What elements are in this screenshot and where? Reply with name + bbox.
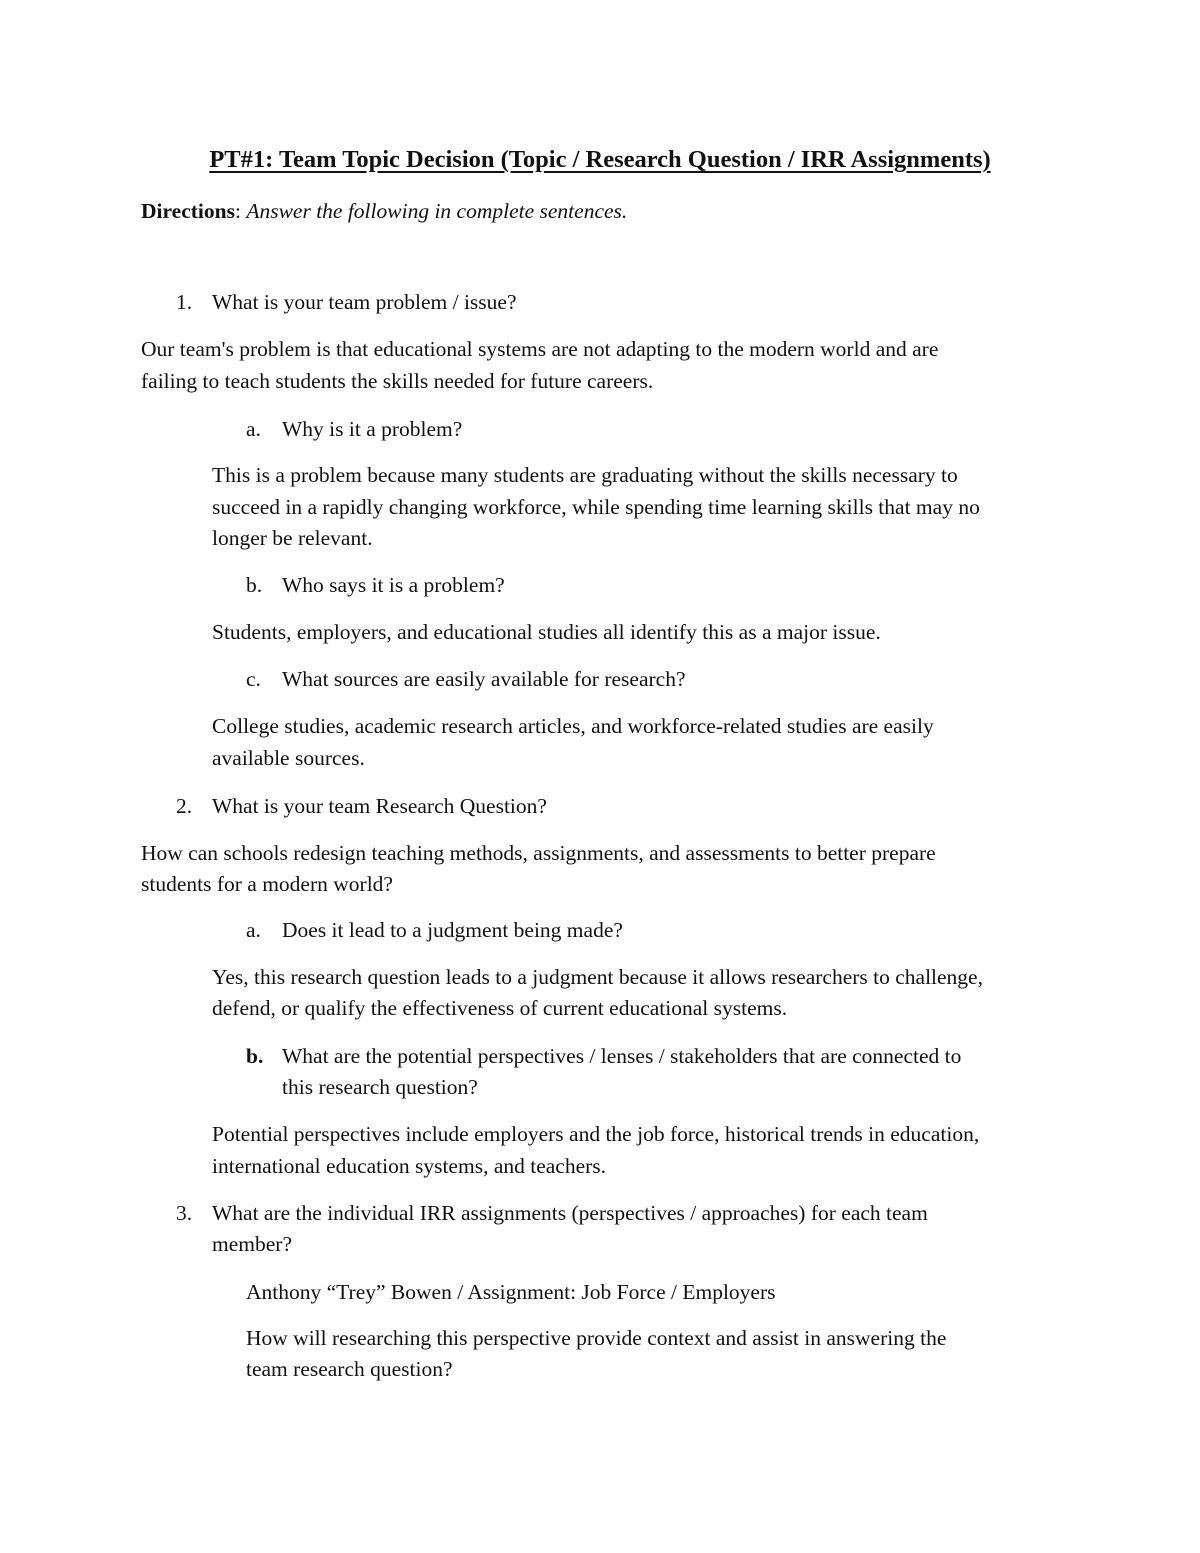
- q2b-question-line-2: this research question?: [282, 1075, 478, 1099]
- q1-question: What is your team problem / issue?: [212, 290, 517, 314]
- q3-followup-line-1: How will researching this perspective provide context and assist in answering the: [246, 1326, 947, 1350]
- q1a-answer-line-2: succeed in a rapidly changing workforce, while spending time learning skills that may no: [212, 495, 980, 519]
- q1a-question: Why is it a problem?: [282, 417, 463, 441]
- q3-question-line-2: member?: [212, 1232, 292, 1256]
- directions-colon: :: [234, 199, 241, 223]
- q1c-answer-line-2: available sources.: [212, 746, 365, 770]
- q1a-answer-line-3: longer be relevant.: [212, 526, 373, 550]
- q3-assignment: Anthony “Trey” Bowen / Assignment: Job Force / Employers: [246, 1280, 776, 1304]
- q2b-question-line-1: What are the potential perspectives / lenses / stakeholders that are connected to: [282, 1044, 962, 1068]
- q1b-answer-line-1: Students, employers, and educational studies all identify this as a major issue.: [212, 620, 881, 644]
- q2a-answer-line-2: defend, or qualify the effectiveness of current educational systems.: [212, 996, 788, 1020]
- q1-answer-line-1: Our team's problem is that educational systems are not adapting to the modern world and are: [141, 337, 939, 361]
- directions-label: Directions: [141, 199, 235, 223]
- q2-answer-line-2: students for a modern world?: [141, 872, 393, 896]
- q1a-letter: a.: [246, 417, 261, 441]
- q1b-letter: b.: [246, 573, 263, 597]
- q1b-question: Who says it is a problem?: [282, 573, 505, 597]
- q3-followup-line-2: team research question?: [246, 1357, 453, 1381]
- q1-answer-line-2: failing to teach students the skills needed for future careers.: [141, 369, 654, 393]
- q3-number: 3.: [176, 1201, 193, 1225]
- q2b-letter: b.: [246, 1044, 264, 1068]
- q2-number: 2.: [176, 794, 193, 818]
- q1-number: 1.: [176, 290, 193, 314]
- q2-question: What is your team Research Question?: [212, 794, 547, 818]
- q2a-letter: a.: [246, 918, 261, 942]
- q2-answer-line-1: How can schools redesign teaching methods, assignments, and assessments to better prepare: [141, 841, 936, 865]
- page-title: PT#1: Team Topic Decision (Topic / Research Question / IRR Assignments): [209, 146, 991, 173]
- directions-text: Answer the following in complete sentences.: [246, 199, 628, 223]
- q2b-answer-line-1: Potential perspectives include employers and the job force, historical trends in education,: [212, 1122, 980, 1146]
- q3-question-line-1: What are the individual IRR assignments (perspectives / approaches) for each team: [212, 1201, 928, 1225]
- q1c-answer-line-1: College studies, academic research articles, and workforce-related studies are easily: [212, 714, 934, 738]
- q1c-letter: c.: [246, 667, 261, 691]
- directions-line: [141, 195, 627, 227]
- q2b-answer-line-2: international education systems, and teachers.: [212, 1154, 607, 1178]
- q2a-answer-line-1: Yes, this research question leads to a judgment because it allows researchers to challenge,: [212, 965, 983, 989]
- q1a-answer-line-1: This is a problem because many students are graduating without the skills necessary to: [212, 463, 958, 487]
- q1c-question: What sources are easily available for research?: [282, 667, 686, 691]
- q2a-question: Does it lead to a judgment being made?: [282, 918, 623, 942]
